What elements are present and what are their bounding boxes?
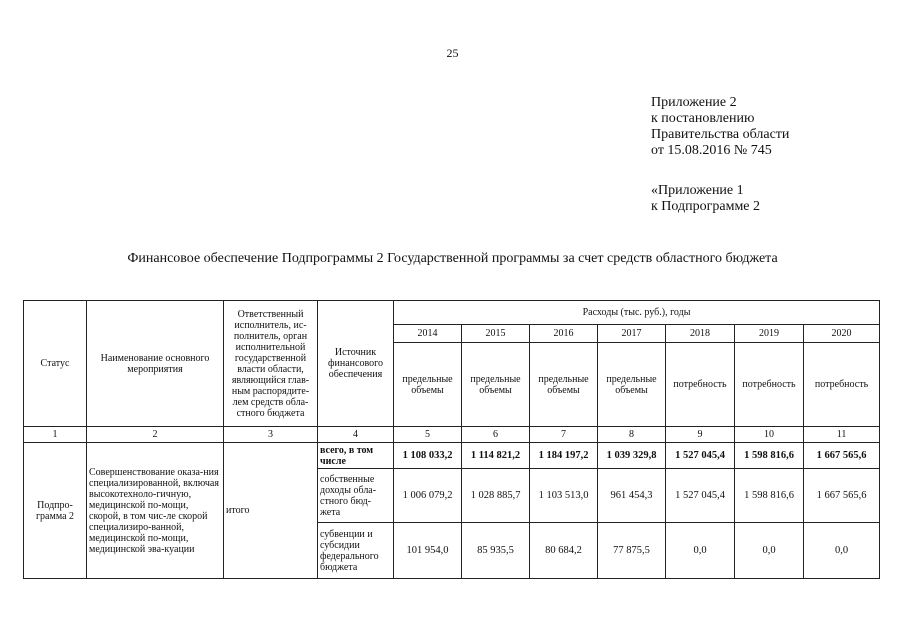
source-cell: субвенции и субсидии федерального бюджета — [318, 523, 394, 579]
column-number: 1 — [24, 427, 87, 443]
value-cell: 1 598 816,6 — [735, 469, 804, 523]
value-cell: 85 935,5 — [462, 523, 530, 579]
column-number: 9 — [666, 427, 735, 443]
status-cell: Подпро-грамма 2 — [24, 443, 87, 579]
appendix-line: к постановлению — [651, 111, 755, 126]
year-cell: 2017 — [598, 325, 666, 343]
value-cell: 1 667 565,6 — [804, 443, 880, 469]
financing-table — [23, 300, 880, 579]
subheader-cell: потребность — [666, 343, 735, 427]
value-cell: 1 103 513,0 — [530, 469, 598, 523]
appendix-sub-block — [651, 183, 760, 215]
column-number: 11 — [804, 427, 880, 443]
year-cell: 2019 — [735, 325, 804, 343]
appendix-line: Правительства области — [651, 127, 790, 142]
subheader-cell: предельные объемы — [598, 343, 666, 427]
header-row — [24, 301, 880, 325]
column-numbers-row — [24, 427, 880, 443]
value-cell: 1 108 033,2 — [394, 443, 462, 469]
value-cell: 0,0 — [666, 523, 735, 579]
data-row-total — [24, 443, 880, 469]
header-status: Статус — [24, 301, 87, 427]
measure-cell: Совершенствование оказа-ния специализированной, включая высокотехноло-гичную, медицинской по-мощи, скорой, в том чис-ле скорой специализиро-ванной, медицинской по-мощи, медицинской эва-куации — [87, 443, 224, 579]
value-cell: 1 598 816,6 — [735, 443, 804, 469]
page-number: 25 — [446, 46, 459, 60]
column-number: 10 — [735, 427, 804, 443]
appendix-sub-line: «Приложение 1 — [651, 183, 744, 198]
subheader-cell: предельные объемы — [530, 343, 598, 427]
column-number: 5 — [394, 427, 462, 443]
source-cell: собственные доходы обла-стного бюд-жета — [318, 469, 394, 523]
column-number: 7 — [530, 427, 598, 443]
subheader-cell: потребность — [735, 343, 804, 427]
appendix-sub-line: к Подпрограмме 2 — [651, 199, 761, 214]
year-cell: 2020 — [804, 325, 880, 343]
column-number: 4 — [318, 427, 394, 443]
year-cell: 2018 — [666, 325, 735, 343]
header-measure: Наименование основного мероприятия — [87, 301, 224, 427]
document-title: Финансовое обеспечение Подпрограммы 2 Государственной программы за счет средств областного бюджета — [127, 251, 778, 266]
column-number: 6 — [462, 427, 530, 443]
source-cell: всего, в том числе — [318, 443, 394, 469]
value-cell: 0,0 — [804, 523, 880, 579]
value-cell: 1 667 565,6 — [804, 469, 880, 523]
value-cell: 1 028 885,7 — [462, 469, 530, 523]
value-cell: 101 954,0 — [394, 523, 462, 579]
column-number: 3 — [224, 427, 318, 443]
subheader-cell: предельные объемы — [462, 343, 530, 427]
header-expenses: Расходы (тыс. руб.), годы — [394, 301, 880, 325]
year-cell: 2016 — [530, 325, 598, 343]
value-cell: 961 454,3 — [598, 469, 666, 523]
header-source: Источник финансового обеспечения — [318, 301, 394, 427]
column-number: 2 — [87, 427, 224, 443]
value-cell: 80 684,2 — [530, 523, 598, 579]
column-number: 8 — [598, 427, 666, 443]
year-cell: 2015 — [462, 325, 530, 343]
appendix-line: от 15.08.2016 № 745 — [651, 143, 772, 158]
value-cell: 77 875,5 — [598, 523, 666, 579]
value-cell: 1 184 197,2 — [530, 443, 598, 469]
appendix-line: Приложение 2 — [651, 95, 737, 110]
appendix-block — [651, 95, 789, 159]
value-cell: 1 006 079,2 — [394, 469, 462, 523]
value-cell: 0,0 — [735, 523, 804, 579]
header-executor: Ответственный исполнитель, ис-полнитель, орган исполнительной государственной власти области, являющийся глав-ным распорядите-лем средств обла-стного бюджета — [224, 301, 318, 427]
value-cell: 1 114 821,2 — [462, 443, 530, 469]
subheader-cell: предельные объемы — [394, 343, 462, 427]
executor-cell: итого — [224, 443, 318, 579]
value-cell: 1 527 045,4 — [666, 443, 735, 469]
value-cell: 1 527 045,4 — [666, 469, 735, 523]
subheader-cell: потребность — [804, 343, 880, 427]
year-cell: 2014 — [394, 325, 462, 343]
value-cell: 1 039 329,8 — [598, 443, 666, 469]
